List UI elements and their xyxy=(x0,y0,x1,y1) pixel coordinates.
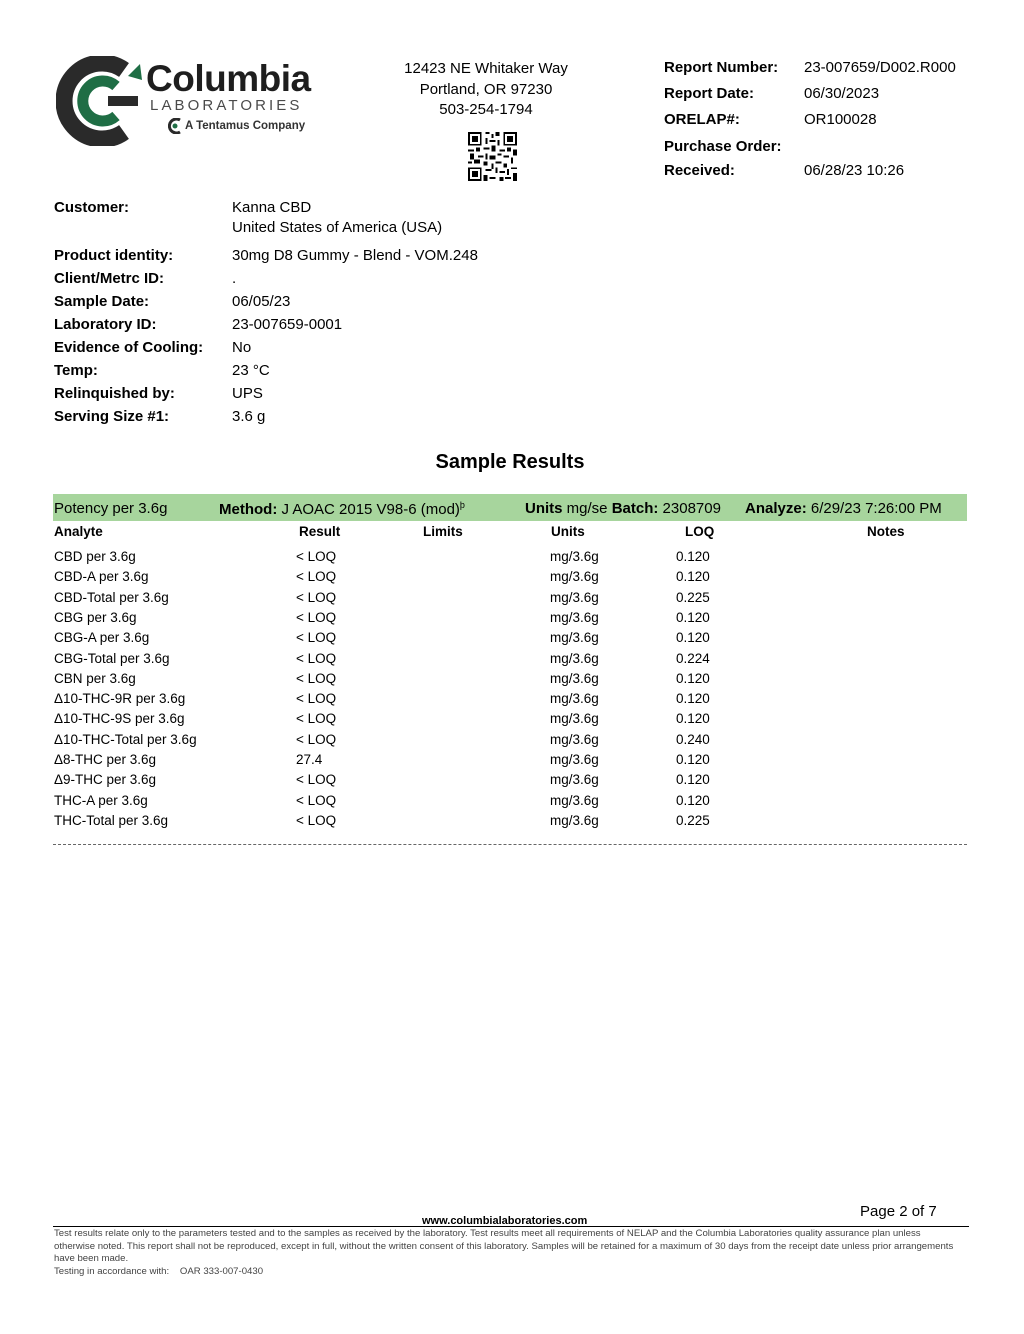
row-result: < LOQ xyxy=(296,650,337,666)
cooling-label: Evidence of Cooling: xyxy=(54,339,204,356)
row-loq: 0.225 xyxy=(676,589,710,605)
row-analyte: CBD-A per 3.6g xyxy=(54,569,149,585)
website-link[interactable]: www.columbialaboratories.com xyxy=(422,1215,588,1227)
batch-label: Batch: xyxy=(611,500,659,517)
orelap-number: OR100028 xyxy=(804,111,877,128)
row-analyte: THC-Total per 3.6g xyxy=(54,812,169,828)
purchase-order-label: Purchase Order: xyxy=(664,138,782,155)
lab-address xyxy=(386,59,586,121)
qr-code-icon xyxy=(468,132,517,181)
address-phone: 503-254-1794 xyxy=(439,101,533,118)
header-units: Units xyxy=(551,524,585,539)
row-analyte: Δ9-THC per 3.6g xyxy=(54,772,157,788)
header-limits: Limits xyxy=(423,524,463,539)
row-analyte: CBG-Total per 3.6g xyxy=(54,650,170,666)
report-number: 23-007659/D002.R000 xyxy=(804,59,956,76)
table-end-divider xyxy=(53,844,967,845)
row-units: mg/3.6g xyxy=(550,772,599,788)
report-date: 06/30/2023 xyxy=(804,85,880,102)
method-label: Method: xyxy=(219,501,278,518)
tentamus-icon xyxy=(168,118,182,134)
row-result: < LOQ xyxy=(296,589,337,605)
row-loq: 0.120 xyxy=(676,549,710,564)
row-analyte: CBG-A per 3.6g xyxy=(54,630,150,646)
row-loq: 0.120 xyxy=(676,609,710,625)
row-loq: 0.120 xyxy=(676,691,710,707)
row-loq: 0.120 xyxy=(676,752,710,767)
analyze-label: Analyze: xyxy=(745,500,807,517)
method-mark: þ xyxy=(459,500,465,510)
row-result: < LOQ xyxy=(296,670,337,686)
row-units: mg/3.6g xyxy=(550,691,599,707)
row-analyte: CBG per 3.6g xyxy=(54,609,137,625)
row-loq: 0.120 xyxy=(676,772,710,788)
row-result: < LOQ xyxy=(296,812,337,828)
header-analyte: Analyte xyxy=(54,524,103,539)
header-result: Result xyxy=(299,524,341,539)
row-loq: 0.120 xyxy=(676,569,710,585)
orelap-label: ORELAP#: xyxy=(664,111,740,128)
row-result: < LOQ xyxy=(296,772,337,788)
received-datetime: 06/28/23 10:26 xyxy=(804,162,905,179)
units-info xyxy=(525,500,721,517)
row-loq: 0.225 xyxy=(676,812,710,828)
logo-name: Columbia xyxy=(146,58,311,99)
row-result: < LOQ xyxy=(296,549,337,564)
row-analyte: CBD per 3.6g xyxy=(54,549,136,564)
results-title: Sample Results xyxy=(435,451,585,473)
page-number: Page 2 of 7 xyxy=(860,1203,937,1220)
row-analyte: Δ8-THC per 3.6g xyxy=(54,752,157,767)
row-units: mg/3.6g xyxy=(550,569,599,585)
customer-country: United States of America (USA) xyxy=(232,219,443,236)
laboratory-id: 23-007659-0001 xyxy=(232,316,343,333)
row-units: mg/3.6g xyxy=(550,549,599,564)
product-identity: 30mg D8 Gummy - Blend - VOM.248 xyxy=(232,247,478,264)
serving-size-label: Serving Size #1: xyxy=(54,408,170,425)
analyze-info xyxy=(745,500,942,517)
logo-tagline xyxy=(168,118,305,134)
client-metrc-label: Client/Metrc ID: xyxy=(54,270,165,287)
row-result: < LOQ xyxy=(296,731,337,747)
units-label: Units xyxy=(525,500,563,517)
row-analyte: THC-A per 3.6g xyxy=(54,792,148,808)
row-loq: 0.120 xyxy=(676,711,710,727)
row-units: mg/3.6g xyxy=(550,752,599,767)
row-analyte: Δ10-THC-9S per 3.6g xyxy=(54,711,185,727)
relinquished-label: Relinquished by: xyxy=(54,385,175,402)
report-number-label: Report Number: xyxy=(664,59,779,76)
disclaimer-text: Test results relate only to the parameters tested and to the samples as received by the laboratory. Test results meet all requirements of NELAP and the Columbia Laboratories quality assurance plan unless otherwise noted. This report shall not be reproduced, except in full, without the written consent of this laboratory. Samples will be retained for a maximum of 30 days from the receipt date unless prior arrangements have been made. xyxy=(54,1228,954,1264)
header-notes: Notes xyxy=(867,524,905,539)
header-loq: LOQ xyxy=(685,524,715,539)
row-result: < LOQ xyxy=(296,792,337,808)
row-analyte: CBN per 3.6g xyxy=(54,670,136,686)
customer-label: Customer: xyxy=(54,199,130,216)
row-loq: 0.120 xyxy=(676,792,710,808)
address-street: 12423 NE Whitaker Way xyxy=(404,60,568,77)
row-units: mg/3.6g xyxy=(550,589,599,605)
columbia-logo-mark xyxy=(56,56,146,146)
row-units: mg/3.6g xyxy=(550,731,599,747)
row-result: 27.4 xyxy=(296,752,323,767)
row-loq: 0.240 xyxy=(676,731,710,747)
row-loq: 0.224 xyxy=(676,650,710,666)
method-value: J AOAC 2015 V98-6 (mod) xyxy=(281,501,460,518)
row-units: mg/3.6g xyxy=(550,792,599,808)
row-analyte: CBD-Total per 3.6g xyxy=(54,589,169,605)
method-info xyxy=(219,500,465,518)
temp-value: 23 °C xyxy=(232,362,270,379)
row-units: mg/3.6g xyxy=(550,650,599,666)
logo-subtitle: LABORATORIES xyxy=(150,97,303,114)
row-units: mg/3.6g xyxy=(550,711,599,727)
batch-value: 2308709 xyxy=(662,500,721,517)
logo-tagline-text: A Tentamus Company xyxy=(185,120,306,132)
footer-rule xyxy=(53,1226,969,1227)
row-units: mg/3.6g xyxy=(550,609,599,625)
row-analyte: Δ10-THC-9R per 3.6g xyxy=(54,691,186,707)
row-loq: 0.120 xyxy=(676,670,710,686)
row-result: < LOQ xyxy=(296,691,337,707)
laboratory-id-label: Laboratory ID: xyxy=(54,316,157,333)
row-result: < LOQ xyxy=(296,609,337,625)
serving-size: 3.6 g xyxy=(232,408,266,425)
testing-label: Testing in accordance with: xyxy=(54,1266,170,1277)
client-metrc-id: . xyxy=(232,270,237,287)
potency-label: Potency per 3.6g xyxy=(54,500,168,517)
row-analyte: Δ10-THC-Total per 3.6g xyxy=(54,731,197,747)
row-units: mg/3.6g xyxy=(550,630,599,646)
relinquished-value: UPS xyxy=(232,385,263,402)
units-value: mg/se xyxy=(566,500,608,517)
received-label: Received: xyxy=(664,162,735,179)
analyze-value: 6/29/23 7:26:00 PM xyxy=(810,500,942,517)
temp-label: Temp: xyxy=(54,362,98,379)
address-city: Portland, OR 97230 xyxy=(419,80,553,98)
row-result: < LOQ xyxy=(296,569,337,585)
customer-name: Kanna CBD xyxy=(232,199,312,216)
testing-accordance xyxy=(54,1266,263,1277)
row-units: mg/3.6g xyxy=(550,670,599,686)
report-date-label: Report Date: xyxy=(664,85,755,102)
row-result: < LOQ xyxy=(296,630,337,646)
sample-date: 06/05/23 xyxy=(232,293,291,310)
row-result: < LOQ xyxy=(296,711,337,727)
testing-regulation: OAR 333-007-0430 xyxy=(179,1266,264,1277)
row-loq: 0.120 xyxy=(676,630,710,646)
cooling-value: No xyxy=(232,339,252,356)
row-units: mg/3.6g xyxy=(550,812,599,828)
product-identity-label: Product identity: xyxy=(54,247,174,264)
sample-date-label: Sample Date: xyxy=(54,293,150,310)
